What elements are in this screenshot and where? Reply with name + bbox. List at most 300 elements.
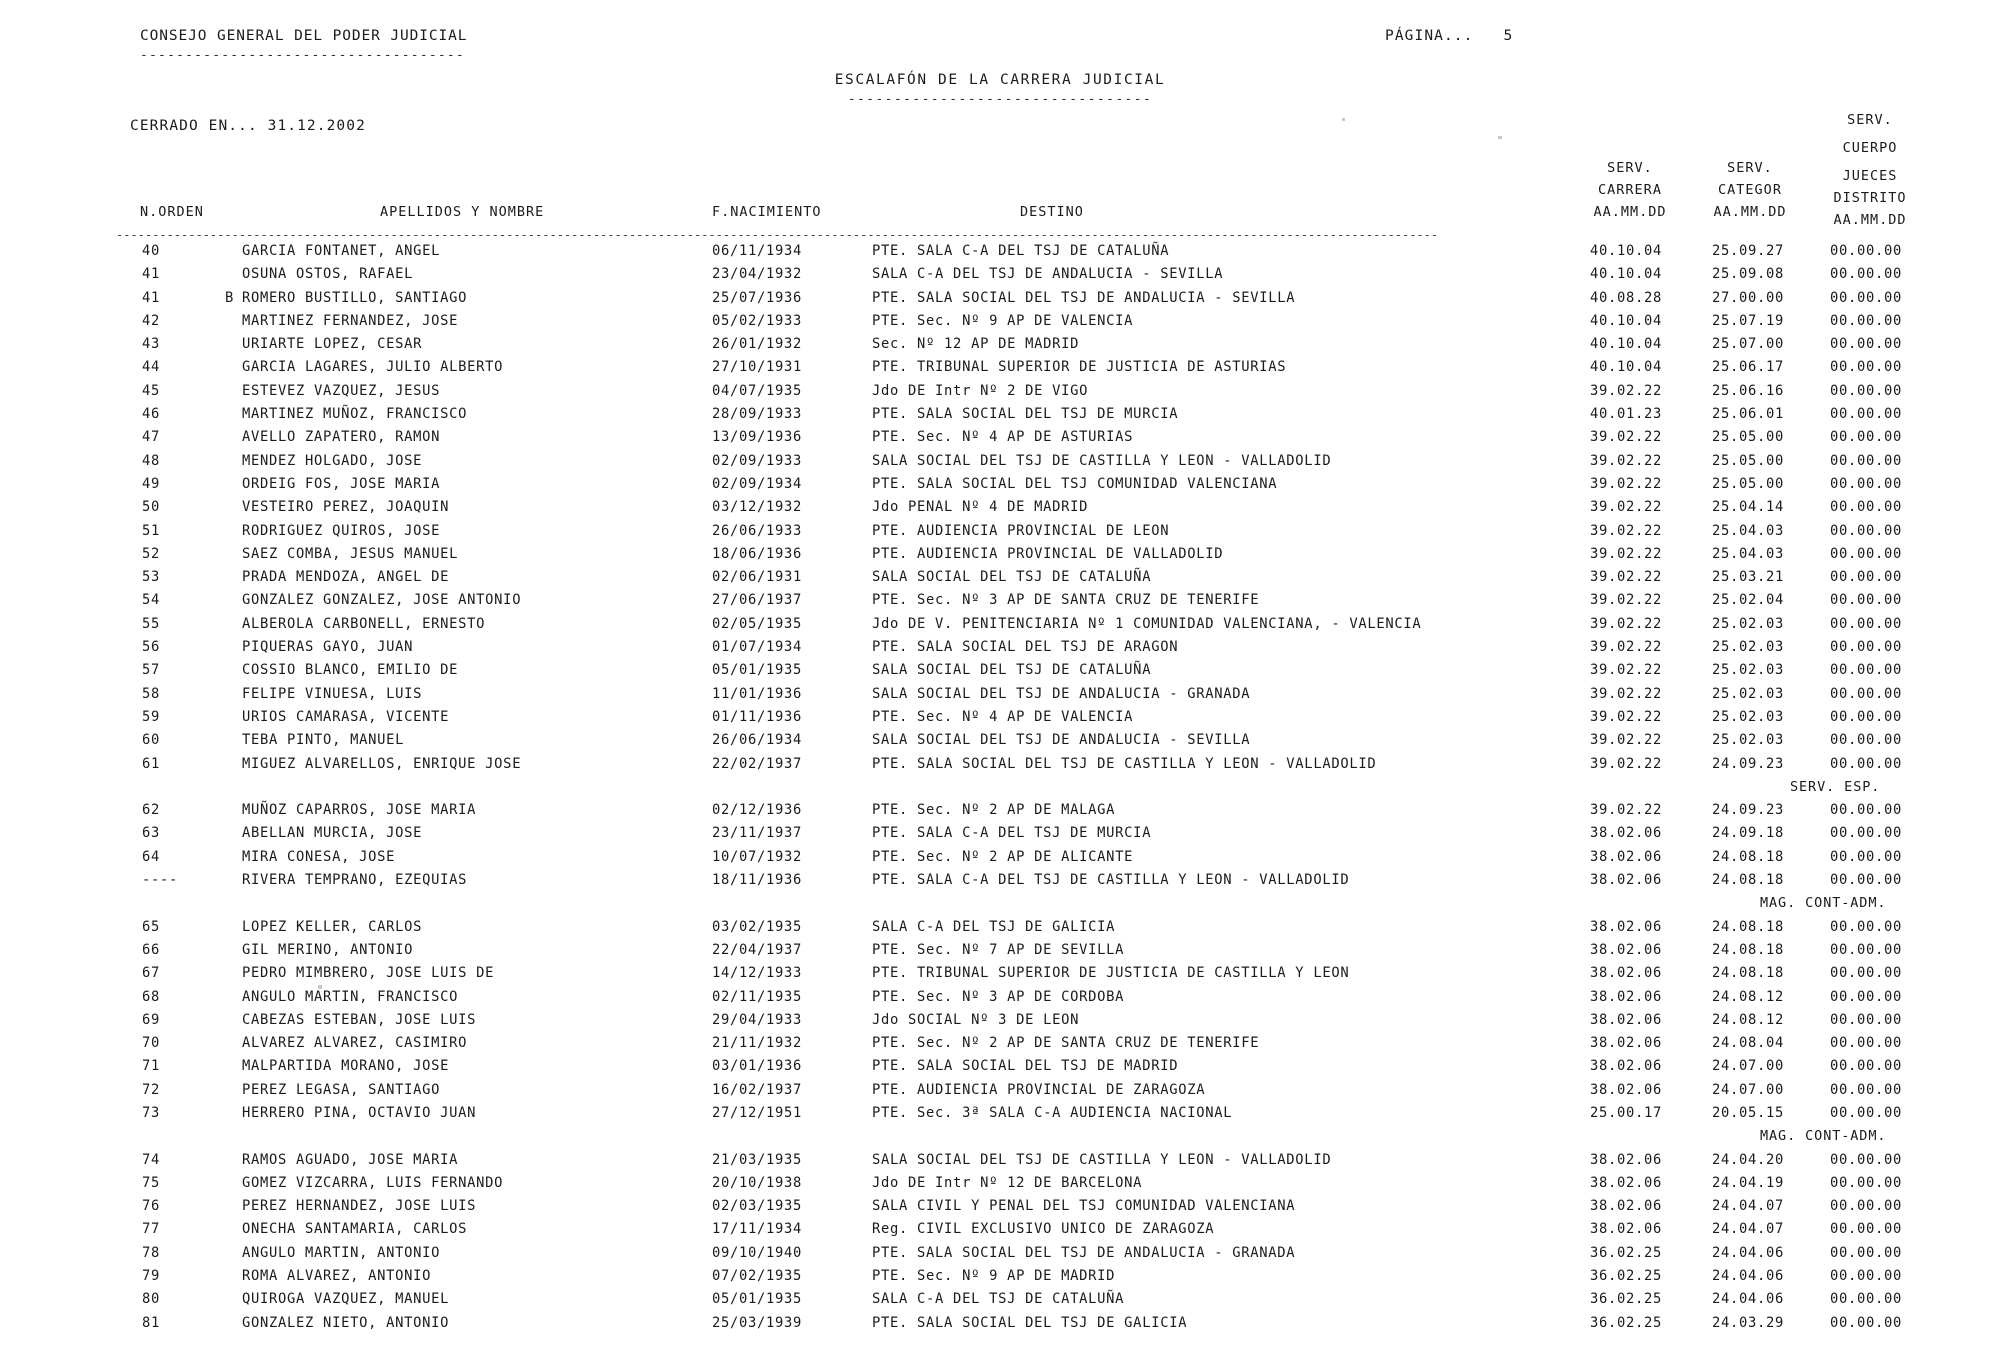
row-name: SAEZ COMBA, JESUS MANUEL <box>242 545 459 562</box>
row-fecha-nacimiento: 02/05/1935 <box>712 615 803 632</box>
row-name: ANGULO MARTIN, ANTONIO <box>242 1244 441 1261</box>
table-row <box>0 1035 2000 1058</box>
row-serv-carrera: 39.02.22 <box>1590 708 1663 725</box>
row-flag: B <box>225 289 235 306</box>
row-name: MALPARTIDA MORANO, JOSE <box>242 1058 450 1075</box>
row-serv-cuerpo: 00.00.00 <box>1830 872 1903 889</box>
row-serv-categoria: 24.03.29 <box>1712 1314 1785 1331</box>
table-row <box>0 1245 2000 1268</box>
row-destino: PTE. Sec. Nº 4 AP DE ASTURIAS <box>872 429 1134 446</box>
row-orden: 54 <box>142 592 161 609</box>
scan-speck <box>1498 136 1502 139</box>
row-orden: 77 <box>142 1221 161 1238</box>
row-fecha-nacimiento: 03/12/1932 <box>712 499 803 516</box>
row-name: ANGULO MARTIN, FRANCISCO <box>242 988 459 1005</box>
table-row <box>0 849 2000 872</box>
row-orden: 50 <box>142 499 161 516</box>
row-name: GARCIA FONTANET, ANGEL <box>242 243 441 259</box>
row-serv-carrera: 39.02.22 <box>1590 755 1663 772</box>
row-serv-cuerpo: 00.00.00 <box>1830 545 1903 562</box>
col-header-serv-categor-1: SERV. <box>1727 160 1773 176</box>
table-row <box>0 1221 2000 1244</box>
row-fecha-nacimiento: 17/11/1934 <box>712 1221 803 1238</box>
row-serv-categoria: 25.02.03 <box>1712 732 1785 749</box>
row-destino: PTE. Sec. Nº 9 AP DE VALENCIA <box>872 312 1134 329</box>
row-orden: 41 <box>142 266 161 283</box>
row-destino: SALA SOCIAL DEL TSJ DE ANDALUCIA - SEVILLA <box>872 732 1251 749</box>
table-row <box>0 290 2000 313</box>
row-fecha-nacimiento: 26/06/1933 <box>712 522 803 539</box>
row-name: MARTINEZ MUÑOZ, FRANCISCO <box>242 406 468 423</box>
row-destino: Jdo PENAL Nº 4 DE MADRID <box>872 499 1089 516</box>
row-orden: 42 <box>142 312 161 329</box>
row-name: MIGUEZ ALVARELLOS, ENRIQUE JOSE <box>242 755 522 772</box>
row-name: MARTINEZ FERNANDEZ, JOSE <box>242 312 459 329</box>
row-serv-cuerpo: 00.00.00 <box>1830 243 1903 259</box>
row-serv-categoria: 25.05.00 <box>1712 429 1785 446</box>
page-number: 5 <box>1503 28 1514 44</box>
row-fecha-nacimiento: 20/10/1938 <box>712 1174 803 1191</box>
row-name: GARCIA LAGARES, JULIO ALBERTO <box>242 359 504 376</box>
row-name: LOPEZ KELLER, CARLOS <box>242 918 423 935</box>
row-orden: 59 <box>142 708 161 725</box>
row-fecha-nacimiento: 28/09/1933 <box>712 406 803 423</box>
row-serv-cuerpo: 00.00.00 <box>1830 965 1903 982</box>
row-serv-carrera: 39.02.22 <box>1590 545 1663 562</box>
row-fecha-nacimiento: 11/01/1936 <box>712 685 803 702</box>
row-serv-categoria: 25.07.00 <box>1712 336 1785 353</box>
row-orden: 44 <box>142 359 161 376</box>
row-serv-carrera: 39.02.22 <box>1590 382 1663 399</box>
row-fecha-nacimiento: 22/02/1937 <box>712 755 803 772</box>
row-serv-cuerpo: 00.00.00 <box>1830 475 1903 492</box>
row-destino: SALA C-A DEL TSJ DE ANDALUCIA - SEVILLA <box>872 266 1224 283</box>
row-destino: SALA CIVIL Y PENAL DEL TSJ COMUNIDAD VALENCIANA <box>872 1198 1296 1215</box>
closing-date: CERRADO EN... 31.12.2002 <box>130 118 366 134</box>
table-row <box>0 802 2000 825</box>
row-fecha-nacimiento: 06/11/1934 <box>712 243 803 259</box>
table-row <box>0 523 2000 546</box>
row-fecha-nacimiento: 02/09/1933 <box>712 452 803 469</box>
row-serv-carrera: 39.02.22 <box>1590 639 1663 656</box>
row-destino: SALA C-A DEL TSJ DE GALICIA <box>872 918 1116 935</box>
table-row <box>0 266 2000 289</box>
row-serv-cuerpo: 00.00.00 <box>1830 1011 1903 1028</box>
row-serv-carrera: 36.02.25 <box>1590 1268 1663 1285</box>
table-row <box>0 756 2000 779</box>
row-serv-carrera: 39.02.22 <box>1590 732 1663 749</box>
row-serv-categoria: 24.04.19 <box>1712 1174 1785 1191</box>
row-serv-categoria: 25.09.27 <box>1712 243 1785 259</box>
row-name: ORDEIG FOS, JOSE MARIA <box>242 475 441 492</box>
row-fecha-nacimiento: 26/01/1932 <box>712 336 803 353</box>
row-serv-carrera: 40.10.04 <box>1590 312 1663 329</box>
row-serv-carrera: 39.02.22 <box>1590 662 1663 679</box>
row-destino: PTE. SALA SOCIAL DEL TSJ DE MADRID <box>872 1058 1179 1075</box>
row-destino: Jdo SOCIAL Nº 3 DE LEON <box>872 1011 1080 1028</box>
row-destino: Reg. CIVIL EXCLUSIVO UNICO DE ZARAGOZA <box>872 1221 1215 1238</box>
row-name: ABELLAN MURCIA, JOSE <box>242 825 423 842</box>
row-serv-categoria: 24.08.12 <box>1712 988 1785 1005</box>
row-serv-cuerpo: 00.00.00 <box>1830 522 1903 539</box>
row-orden: 60 <box>142 732 161 749</box>
row-destino: Sec. Nº 12 AP DE MADRID <box>872 336 1080 353</box>
row-serv-cuerpo: 00.00.00 <box>1830 312 1903 329</box>
row-serv-categoria: 24.04.06 <box>1712 1291 1785 1308</box>
row-fecha-nacimiento: 22/04/1937 <box>712 941 803 958</box>
table-row <box>0 1058 2000 1081</box>
row-destino: PTE. Sec. Nº 2 AP DE MALAGA <box>872 802 1116 819</box>
row-serv-carrera: 38.02.06 <box>1590 1151 1663 1168</box>
row-orden: 57 <box>142 662 161 679</box>
row-fecha-nacimiento: 05/01/1935 <box>712 662 803 679</box>
row-fecha-nacimiento: 02/11/1935 <box>712 988 803 1005</box>
row-destino: PTE. SALA SOCIAL DEL TSJ DE CASTILLA Y LEON - VALLADOLID <box>872 755 1377 772</box>
col-header-apellidos: APELLIDOS Y NOMBRE <box>380 204 545 220</box>
table-row <box>0 919 2000 942</box>
row-serv-carrera: 40.10.04 <box>1590 336 1663 353</box>
row-serv-categoria: 25.09.08 <box>1712 266 1785 283</box>
row-fecha-nacimiento: 25/07/1936 <box>712 289 803 306</box>
row-orden: 66 <box>142 941 161 958</box>
row-serv-categoria: 25.03.21 <box>1712 569 1785 586</box>
table-row <box>0 1105 2000 1128</box>
row-serv-cuerpo: 00.00.00 <box>1830 569 1903 586</box>
col-header-serv-cuerpo-units: AA.MM.DD <box>1833 212 1907 228</box>
row-orden: 56 <box>142 639 161 656</box>
table-row <box>0 825 2000 848</box>
row-serv-carrera: 40.10.04 <box>1590 359 1663 376</box>
document-title-rule: --------------------------------- <box>847 92 1153 107</box>
row-serv-cuerpo: 00.00.00 <box>1830 382 1903 399</box>
row-serv-carrera: 25.00.17 <box>1590 1104 1663 1121</box>
table-row <box>0 989 2000 1012</box>
table-row <box>0 662 2000 685</box>
row-name: PRADA MENDOZA, ANGEL DE <box>242 569 450 586</box>
row-name: MENDEZ HOLGADO, JOSE <box>242 452 423 469</box>
col-header-serv-categor-2: CATEGOR <box>1718 182 1782 198</box>
row-name: PEREZ LEGASA, SANTIAGO <box>242 1081 441 1098</box>
row-serv-cuerpo: 00.00.00 <box>1830 802 1903 819</box>
row-serv-carrera: 38.02.06 <box>1590 825 1663 842</box>
row-destino: SALA SOCIAL DEL TSJ DE CASTILLA Y LEON - VALLADOLID <box>872 1151 1332 1168</box>
row-fecha-nacimiento: 23/04/1932 <box>712 266 803 283</box>
table-row <box>0 709 2000 732</box>
row-serv-cuerpo: 00.00.00 <box>1830 662 1903 679</box>
row-serv-cuerpo: 00.00.00 <box>1830 406 1903 423</box>
row-fecha-nacimiento: 29/04/1933 <box>712 1011 803 1028</box>
row-destino: PTE. Sec. Nº 2 AP DE SANTA CRUZ DE TENERIFE <box>872 1035 1260 1052</box>
row-fecha-nacimiento: 27/06/1937 <box>712 592 803 609</box>
scan-speck <box>1342 118 1345 121</box>
row-orden: 41 <box>142 289 161 306</box>
row-name: GONZALEZ GONZALEZ, JOSE ANTONIO <box>242 592 522 609</box>
row-serv-carrera: 39.02.22 <box>1590 452 1663 469</box>
row-serv-categoria: 24.08.18 <box>1712 918 1785 935</box>
row-serv-carrera: 40.10.04 <box>1590 266 1663 283</box>
table-row <box>0 1291 2000 1314</box>
row-fecha-nacimiento: 03/01/1936 <box>712 1058 803 1075</box>
row-serv-categoria: 25.02.03 <box>1712 639 1785 656</box>
row-destino: PTE. SALA C-A DEL TSJ DE CATALUÑA <box>872 243 1170 259</box>
row-serv-cuerpo: 00.00.00 <box>1830 336 1903 353</box>
row-destino: PTE. SALA SOCIAL DEL TSJ COMUNIDAD VALENCIANA <box>872 475 1278 492</box>
table-row <box>0 1175 2000 1198</box>
row-fecha-nacimiento: 27/12/1951 <box>712 1104 803 1121</box>
row-orden: 79 <box>142 1268 161 1285</box>
row-orden: 55 <box>142 615 161 632</box>
row-serv-cuerpo: 00.00.00 <box>1830 848 1903 865</box>
row-fecha-nacimiento: 02/03/1935 <box>712 1198 803 1215</box>
col-header-serv-categor-units: AA.MM.DD <box>1713 204 1787 220</box>
row-serv-cuerpo: 00.00.00 <box>1830 499 1903 516</box>
table-row <box>0 965 2000 988</box>
row-destino: SALA SOCIAL DEL TSJ DE CATALUÑA <box>872 662 1152 679</box>
row-serv-categoria: 24.09.18 <box>1712 825 1785 842</box>
row-fecha-nacimiento: 25/03/1939 <box>712 1314 803 1331</box>
row-serv-carrera: 38.02.06 <box>1590 941 1663 958</box>
row-destino: PTE. Sec. Nº 3 AP DE CORDOBA <box>872 988 1125 1005</box>
row-serv-cuerpo: 00.00.00 <box>1830 708 1903 725</box>
organization-rule: ------------------------------------ <box>140 48 465 63</box>
row-serv-categoria: 25.05.00 <box>1712 475 1785 492</box>
col-header-distrito: DISTRITO <box>1833 190 1907 206</box>
row-name: ALVAREZ ALVAREZ, CASIMIRO <box>242 1035 468 1052</box>
row-name: FELIPE VINUESA, LUIS <box>242 685 423 702</box>
row-serv-cuerpo: 00.00.00 <box>1830 1198 1903 1215</box>
row-name: PIQUERAS GAYO, JUAN <box>242 639 414 656</box>
row-fecha-nacimiento: 04/07/1935 <box>712 382 803 399</box>
row-serv-carrera: 38.02.06 <box>1590 918 1663 935</box>
col-header-serv-carrera-1: SERV. <box>1607 160 1653 176</box>
row-name: HERRERO PINA, OCTAVIO JUAN <box>242 1104 477 1121</box>
row-orden: 72 <box>142 1081 161 1098</box>
table-row <box>0 942 2000 965</box>
row-destino: SALA SOCIAL DEL TSJ DE CATALUÑA <box>872 569 1152 586</box>
table-row <box>0 592 2000 615</box>
table-row <box>0 546 2000 569</box>
row-destino: PTE. AUDIENCIA PROVINCIAL DE LEON <box>872 522 1170 539</box>
table-row <box>0 453 2000 476</box>
row-serv-carrera: 39.02.22 <box>1590 475 1663 492</box>
row-orden: 49 <box>142 475 161 492</box>
col-header-serv-carrera-units: AA.MM.DD <box>1593 204 1667 220</box>
organization-title: CONSEJO GENERAL DEL PODER JUDICIAL <box>140 28 468 44</box>
table-row <box>0 336 2000 359</box>
row-orden: 48 <box>142 452 161 469</box>
row-orden: 68 <box>142 988 161 1005</box>
row-name: ESTEVEZ VAZQUEZ, JESUS <box>242 382 441 399</box>
row-serv-categoria: 25.06.17 <box>1712 359 1785 376</box>
row-serv-carrera: 39.02.22 <box>1590 592 1663 609</box>
table-row <box>0 686 2000 709</box>
row-serv-categoria: 25.02.03 <box>1712 685 1785 702</box>
row-fecha-nacimiento: 05/02/1933 <box>712 312 803 329</box>
row-serv-cuerpo: 00.00.00 <box>1830 825 1903 842</box>
row-serv-cuerpo: 00.00.00 <box>1830 918 1903 935</box>
row-fecha-nacimiento: 27/10/1931 <box>712 359 803 376</box>
row-serv-categoria: 25.02.03 <box>1712 708 1785 725</box>
group-note-row <box>0 779 2000 802</box>
row-serv-categoria: 25.02.04 <box>1712 592 1785 609</box>
row-fecha-nacimiento: 01/11/1936 <box>712 708 803 725</box>
row-serv-cuerpo: 00.00.00 <box>1830 592 1903 609</box>
row-serv-cuerpo: 00.00.00 <box>1830 1058 1903 1075</box>
row-fecha-nacimiento: 21/11/1932 <box>712 1035 803 1052</box>
row-orden: 74 <box>142 1151 161 1168</box>
row-serv-categoria: 24.04.06 <box>1712 1244 1785 1261</box>
table-row <box>0 1012 2000 1035</box>
row-serv-cuerpo: 00.00.00 <box>1830 429 1903 446</box>
row-name: ROMERO BUSTILLO, SANTIAGO <box>242 289 468 306</box>
row-destino: PTE. TRIBUNAL SUPERIOR DE JUSTICIA DE CASTILLA Y LEON <box>872 965 1350 982</box>
document-title: ESCALAFÓN DE LA CARRERA JUDICIAL <box>834 72 1166 88</box>
row-serv-carrera: 39.02.22 <box>1590 802 1663 819</box>
row-orden: 70 <box>142 1035 161 1052</box>
row-serv-carrera: 39.02.22 <box>1590 569 1663 586</box>
row-serv-cuerpo: 00.00.00 <box>1830 1291 1903 1308</box>
row-fecha-nacimiento: 02/06/1931 <box>712 569 803 586</box>
row-serv-carrera: 38.02.06 <box>1590 848 1663 865</box>
row-destino: PTE. Sec. Nº 7 AP DE SEVILLA <box>872 941 1125 958</box>
row-destino: SALA SOCIAL DEL TSJ DE CASTILLA Y LEON - VALLADOLID <box>872 452 1332 469</box>
header-separator-rule: --------------------------------------------------------------------------------------------------------------------------------------------------------------------------------------- <box>116 228 1439 242</box>
row-serv-categoria: 24.08.18 <box>1712 941 1785 958</box>
row-serv-cuerpo: 00.00.00 <box>1830 1174 1903 1191</box>
row-orden: 69 <box>142 1011 161 1028</box>
row-orden: 52 <box>142 545 161 562</box>
row-orden: 78 <box>142 1244 161 1261</box>
row-destino: Jdo DE Intr Nº 2 DE VIGO <box>872 382 1089 399</box>
row-destino: PTE. SALA C-A DEL TSJ DE MURCIA <box>872 825 1152 842</box>
row-destino: PTE. SALA SOCIAL DEL TSJ DE ANDALUCIA - GRANADA <box>872 1244 1296 1261</box>
row-serv-cuerpo: 00.00.00 <box>1830 685 1903 702</box>
row-serv-categoria: 24.09.23 <box>1712 755 1785 772</box>
row-fecha-nacimiento: 21/03/1935 <box>712 1151 803 1168</box>
row-fecha-nacimiento: 14/12/1933 <box>712 965 803 982</box>
row-orden: 43 <box>142 336 161 353</box>
row-fecha-nacimiento: 23/11/1937 <box>712 825 803 842</box>
row-destino: PTE. Sec. Nº 4 AP DE VALENCIA <box>872 708 1134 725</box>
row-orden: 64 <box>142 848 161 865</box>
row-destino: PTE. AUDIENCIA PROVINCIAL DE ZARAGOZA <box>872 1081 1206 1098</box>
row-name: QUIROGA VAZQUEZ, MANUEL <box>242 1291 450 1308</box>
row-serv-cuerpo: 00.00.00 <box>1830 1081 1903 1098</box>
row-destino: PTE. AUDIENCIA PROVINCIAL DE VALLADOLID <box>872 545 1224 562</box>
row-orden: 73 <box>142 1104 161 1121</box>
row-serv-cuerpo: 00.00.00 <box>1830 1221 1903 1238</box>
table-row <box>0 616 2000 639</box>
row-orden: 65 <box>142 918 161 935</box>
row-name: PEDRO MIMBRERO, JOSE LUIS DE <box>242 965 495 982</box>
row-name: RAMOS AGUADO, JOSE MARIA <box>242 1151 459 1168</box>
row-fecha-nacimiento: 09/10/1940 <box>712 1244 803 1261</box>
row-fecha-nacimiento: 13/09/1936 <box>712 429 803 446</box>
table-row <box>0 1198 2000 1221</box>
row-orden: 45 <box>142 382 161 399</box>
row-name: GIL MERINO, ANTONIO <box>242 941 414 958</box>
row-fecha-nacimiento: 10/07/1932 <box>712 848 803 865</box>
row-serv-carrera: 39.02.22 <box>1590 522 1663 539</box>
table-row <box>0 243 2000 266</box>
row-serv-cuerpo: 00.00.00 <box>1830 1151 1903 1168</box>
row-serv-carrera: 38.02.06 <box>1590 1221 1663 1238</box>
row-orden: 40 <box>142 243 161 259</box>
row-destino: PTE. SALA SOCIAL DEL TSJ DE ANDALUCIA - SEVILLA <box>872 289 1296 306</box>
row-orden: 81 <box>142 1314 161 1331</box>
row-serv-categoria: 25.06.01 <box>1712 406 1785 423</box>
row-serv-categoria: 25.06.16 <box>1712 382 1785 399</box>
row-serv-cuerpo: 00.00.00 <box>1830 755 1903 772</box>
row-destino: PTE. SALA C-A DEL TSJ DE CASTILLA Y LEON - VALLADOLID <box>872 872 1350 889</box>
row-fecha-nacimiento: 07/02/1935 <box>712 1268 803 1285</box>
row-serv-categoria: 24.04.07 <box>1712 1221 1785 1238</box>
row-name: ALBEROLA CARBONELL, ERNESTO <box>242 615 486 632</box>
row-destino: PTE. Sec. Nº 2 AP DE ALICANTE <box>872 848 1134 865</box>
group-note: MAG. CONT-ADM. <box>1760 895 1887 912</box>
row-name: ONECHA SANTAMARIA, CARLOS <box>242 1221 468 1238</box>
row-destino: PTE. SALA SOCIAL DEL TSJ DE ARAGON <box>872 639 1179 656</box>
row-name: GONZALEZ NIETO, ANTONIO <box>242 1314 450 1331</box>
row-fecha-nacimiento: 16/02/1937 <box>712 1081 803 1098</box>
table-row <box>0 1082 2000 1105</box>
row-destino: PTE. Sec. Nº 3 AP DE SANTA CRUZ DE TENERIFE <box>872 592 1260 609</box>
row-serv-categoria: 24.04.20 <box>1712 1151 1785 1168</box>
row-serv-categoria: 24.08.12 <box>1712 1011 1785 1028</box>
row-fecha-nacimiento: 26/06/1934 <box>712 732 803 749</box>
table-row <box>0 872 2000 895</box>
row-serv-cuerpo: 00.00.00 <box>1830 1268 1903 1285</box>
row-destino: Jdo DE Intr Nº 12 DE BARCELONA <box>872 1174 1143 1191</box>
row-serv-carrera: 36.02.25 <box>1590 1291 1663 1308</box>
row-destino: PTE. TRIBUNAL SUPERIOR DE JUSTICIA DE ASTURIAS <box>872 359 1287 376</box>
row-serv-carrera: 38.02.06 <box>1590 1174 1663 1191</box>
row-serv-carrera: 38.02.06 <box>1590 1011 1663 1028</box>
table-row <box>0 359 2000 382</box>
row-serv-categoria: 25.04.14 <box>1712 499 1785 516</box>
row-name: URIARTE LOPEZ, CESAR <box>242 336 423 353</box>
row-destino: PTE. Sec. Nº 9 AP DE MADRID <box>872 1268 1116 1285</box>
row-serv-carrera: 39.02.22 <box>1590 429 1663 446</box>
row-orden: 62 <box>142 802 161 819</box>
row-name: GOMEZ VIZCARRA, LUIS FERNANDO <box>242 1174 504 1191</box>
page-label: PÁGINA... <box>1385 28 1474 44</box>
row-name: AVELLO ZAPATERO, RAMON <box>242 429 441 446</box>
row-destino: PTE. SALA SOCIAL DEL TSJ DE GALICIA <box>872 1314 1188 1331</box>
col-header-serv-carrera-2: CARRERA <box>1598 182 1662 198</box>
row-serv-carrera: 36.02.25 <box>1590 1244 1663 1261</box>
row-serv-carrera: 38.02.06 <box>1590 965 1663 982</box>
row-fecha-nacimiento: 05/01/1935 <box>712 1291 803 1308</box>
row-serv-categoria: 24.08.18 <box>1712 872 1785 889</box>
row-serv-carrera: 38.02.06 <box>1590 988 1663 1005</box>
table-row <box>0 639 2000 662</box>
row-serv-cuerpo: 00.00.00 <box>1830 452 1903 469</box>
row-serv-categoria: 25.04.03 <box>1712 545 1785 562</box>
col-header-cuerpo: CUERPO <box>1842 140 1898 156</box>
row-serv-cuerpo: 00.00.00 <box>1830 1035 1903 1052</box>
col-header-orden: N.ORDEN <box>140 204 204 220</box>
row-destino: PTE. SALA SOCIAL DEL TSJ DE MURCIA <box>872 406 1179 423</box>
row-serv-cuerpo: 00.00.00 <box>1830 732 1903 749</box>
row-fecha-nacimiento: 18/06/1936 <box>712 545 803 562</box>
row-serv-categoria: 24.04.07 <box>1712 1198 1785 1215</box>
row-name: MIRA CONESA, JOSE <box>242 848 396 865</box>
row-fecha-nacimiento: 02/12/1936 <box>712 802 803 819</box>
row-destino: PTE. Sec. 3ª SALA C-A AUDIENCIA NACIONAL <box>872 1104 1233 1121</box>
row-serv-carrera: 39.02.22 <box>1590 615 1663 632</box>
row-serv-categoria: 25.07.19 <box>1712 312 1785 329</box>
